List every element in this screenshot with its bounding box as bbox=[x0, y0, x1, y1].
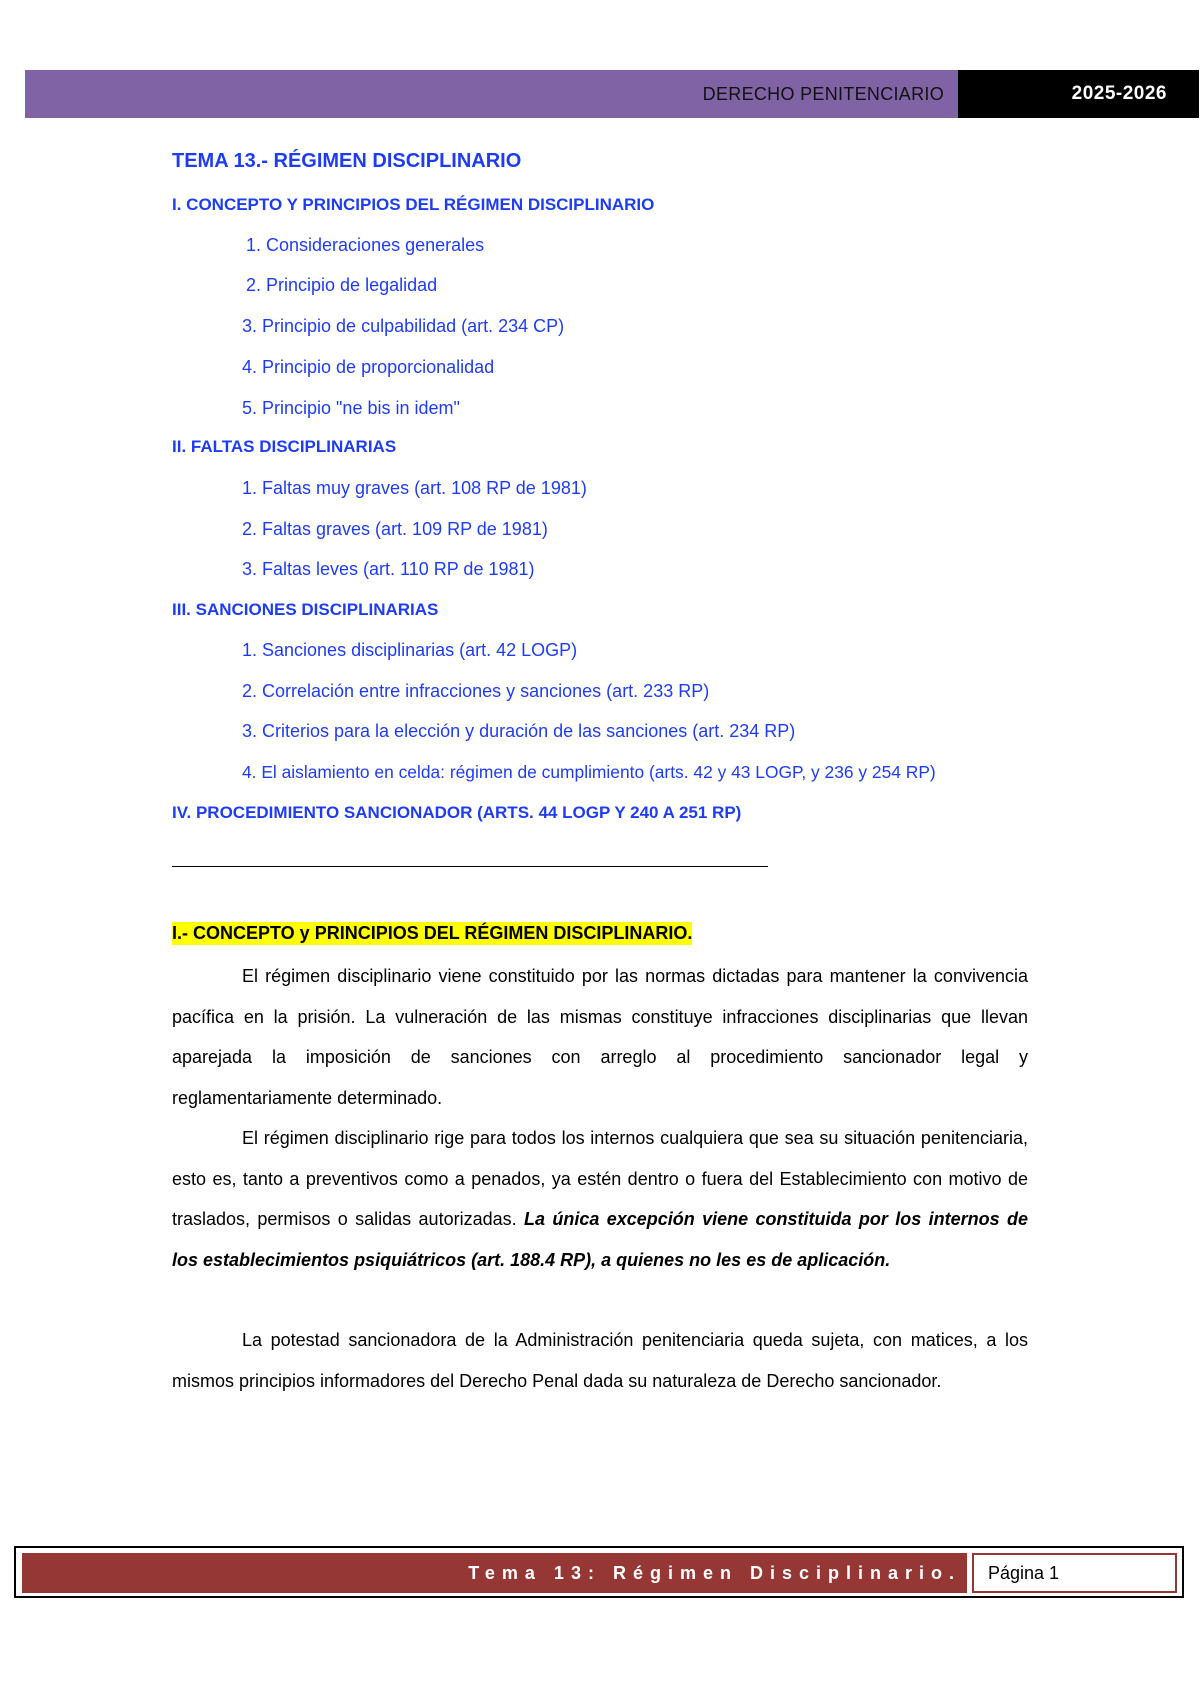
toc-item: 2. Correlación entre infracciones y sanciones (art. 233 RP) bbox=[242, 681, 710, 701]
body-paragraph: El régimen disciplinario viene constituido por las normas dictadas para mantener la convivencia pacífica en la prisión. La vulneración de las mismas constituye infracciones disciplinarias que llevan aparejada la imposición de sanciones con arreglo al procedimiento sancionador legal y reglamentariamente determinado. bbox=[172, 966, 1028, 1108]
toc-item: 1. Faltas muy graves (art. 108 RP de 1981) bbox=[242, 478, 587, 498]
toc-section-heading: III. SANCIONES DISCIPLINARIAS bbox=[172, 600, 439, 619]
footer-page-box bbox=[972, 1553, 1177, 1593]
toc-item: 3. Principio de culpabilidad (art. 234 CP) bbox=[242, 316, 565, 336]
toc-section-heading: II. FALTAS DISCIPLINARIAS bbox=[172, 437, 397, 456]
toc-item: 4. El aislamiento en celda: régimen de cumplimiento (arts. 42 y 43 LOGP, y 236 y 254 RP) bbox=[242, 762, 936, 782]
header-band bbox=[25, 70, 958, 118]
toc-item: 2. Faltas graves (art. 109 RP de 1981) bbox=[242, 519, 548, 539]
body-paragraph-text: El régimen disciplinario rige para todos los internos cualquiera que sea su situación penitenciaria, esto es, tanto a preventivos como a penados, ya estén dentro o fuera del Establecimiento con motivo de traslados, permisos o salidas autorizadas. bbox=[172, 1128, 1028, 1229]
toc-item: 3. Criterios para la elección y duración de las sanciones (art. 234 RP) bbox=[242, 721, 796, 741]
toc-title: TEMA 13.- RÉGIMEN DISCIPLINARIO bbox=[172, 150, 522, 172]
toc-item: 2. Principio de legalidad bbox=[246, 275, 438, 295]
section-heading: I.- CONCEPTO y PRINCIPIOS DEL RÉGIMEN DISCIPLINARIO. bbox=[172, 923, 693, 943]
toc-item: 1. Consideraciones generales bbox=[246, 235, 485, 255]
toc-item: 4. Principio de proporcionalidad bbox=[242, 357, 495, 377]
toc-item: 3. Faltas leves (art. 110 RP de 1981) bbox=[242, 559, 535, 579]
header-subject: DERECHO PENITENCIARIO bbox=[702, 84, 944, 104]
toc-section-heading: IV. PROCEDIMIENTO SANCIONADOR (ARTS. 44 LOGP Y 240 A 251 RP) bbox=[172, 803, 742, 822]
body-paragraph: La potestad sancionadora de la Administración penitenciaria queda sujeta, con matices, a los mismos principios informadores del Derecho Penal dada su naturaleza de Derecho sancionador. bbox=[172, 1330, 1028, 1391]
page-number: Página 1 bbox=[988, 1563, 1060, 1583]
toc-section-heading: I. CONCEPTO Y PRINCIPIOS DEL RÉGIMEN DISCIPLINARIO bbox=[172, 195, 655, 214]
body-paragraph-emphasis: La única excepción viene constituida por los internos de los establecimientos psiquiátricos (art. 188.4 RP), a quienes no les es de aplicación. bbox=[172, 1209, 1028, 1270]
footer-band bbox=[22, 1553, 967, 1593]
footer-topic: Tema 13: Régimen Disciplinario. bbox=[468, 1563, 961, 1583]
divider-line bbox=[172, 866, 768, 867]
toc-item: 1. Sanciones disciplinarias (art. 42 LOGP) bbox=[242, 640, 578, 660]
header-year: 2025-2026 bbox=[1071, 83, 1167, 104]
toc-item: 5. Principio "ne bis in idem" bbox=[242, 398, 460, 418]
header-year-box bbox=[958, 70, 1199, 118]
body-paragraph bbox=[172, 1118, 1028, 1280]
